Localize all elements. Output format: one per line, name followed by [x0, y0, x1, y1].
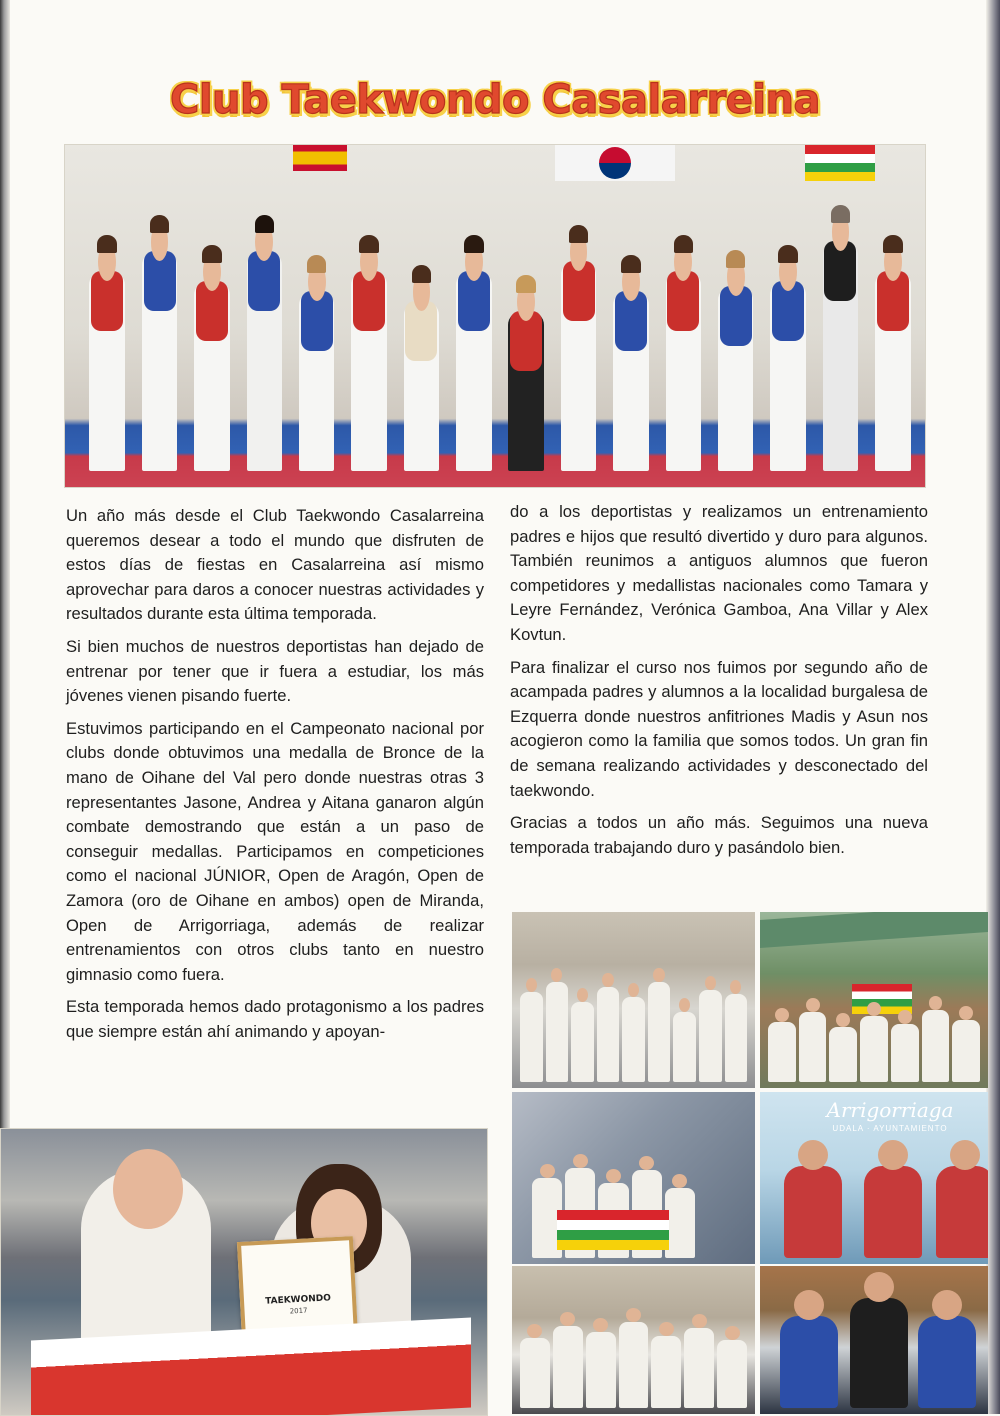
crowd — [520, 972, 747, 1082]
athlete-figure — [864, 1166, 922, 1258]
paragraph-camping: Para finalizar el curso nos fuimos por segundo año de acampada padres y alumnos a la localidad burgalesa de Ezquerra donde nuestros anfitriones Madis y Asun nos acogieron como la familia que somos todos. Un gran fin de semana realizando actividades y desconectado del taekwondo. — [510, 657, 928, 800]
gallery-photo-camping — [760, 912, 988, 1088]
spain-flag — [293, 145, 347, 171]
paragraph-parents: Esta temporada hemos dado protagonismo a los padres que siempre están ahí animando y apoyan- — [66, 997, 484, 1041]
athlete-figure — [850, 1298, 908, 1408]
team-members — [85, 181, 915, 481]
medal-photo — [0, 1128, 488, 1416]
paragraph-thanks: Gracias a todos un año más. Seguimos una nueva temporada trabajando duro y pasándolo bien. — [510, 813, 928, 857]
page-edge-right — [986, 0, 1000, 1414]
korea-flag — [555, 145, 675, 181]
page-title: Club Taekwondo Casalarreina — [169, 77, 820, 123]
gallery-photo-gym-group — [512, 912, 755, 1088]
gallery-photo-team-flag — [512, 1092, 755, 1264]
la-rioja-flag — [805, 145, 875, 181]
crowd — [520, 1318, 747, 1408]
gallery-photo-outdoor — [760, 1266, 988, 1414]
la-rioja-flag — [557, 1210, 669, 1250]
arrigorriaga-sign-subtitle: UDALA · AYUNTAMIENTO — [832, 1124, 948, 1133]
article-right-column — [510, 500, 928, 868]
athlete-figure — [784, 1166, 842, 1258]
paragraph-young-athletes: Si bien muchos de nuestros deportistas han dejado de entrenar por tener que ir fuera a estudiar, los más jóvenes vienen pisando fuerte. — [66, 636, 484, 706]
certificate-year: 2017 — [289, 1306, 308, 1316]
paragraph-training: do a los deportistas y realizamos un entrenamiento padres e hijos que resultó divertido y duro para algunos. También reunimos a antiguos alumnos que fueron competidores y medallistas nacionales como Tamara y Leyre Fernández, Verónica Gamboa, Ana Villar y Alex Kovtun. — [510, 502, 928, 644]
athlete-figure — [918, 1316, 976, 1408]
article-left-column — [66, 504, 484, 1052]
group-photo — [64, 144, 926, 488]
athlete-head — [113, 1149, 183, 1229]
certificate-title: TAEKWONDO — [264, 1293, 332, 1307]
athlete-figure — [936, 1166, 988, 1258]
arrigorriaga-sign: Arrigorriaga — [826, 1098, 954, 1122]
paragraph-intro: Un año más desde el Club Taekwondo Casalarreina queremos desear a todo el mundo que disfruten de estos días de fiestas en Casalarreina así mismo aprovechar para daros a conocer nuestras actividades y resultados durante esta última temporada. — [66, 506, 484, 624]
crowd — [768, 1002, 980, 1082]
roof — [760, 912, 988, 948]
athlete-figure — [780, 1316, 838, 1408]
gallery-photo-training — [512, 1266, 755, 1414]
gallery-photo-arrigorriaga — [760, 1092, 988, 1264]
paragraph-competitions: Estuvimos participando en el Campeonato nacional por clubs donde obtuvimos una medalla de Bronce de la mano de Oihane del Val pero donde nuestras otras 3 representantes Jasone, Andrea y Aitana ganaron algún combate demostrando que están a un paso de conseguir medallas. Participamos en competiciones como el nacional JÚNIOR, Open de Aragón, Open de Zamora (oro de Oihane en ambos) open de Miranda, Open de Arrigorriaga, además de realizar entrenamientos con otros clubs tanto en nuestro gimnasio como fuera. — [66, 718, 484, 984]
